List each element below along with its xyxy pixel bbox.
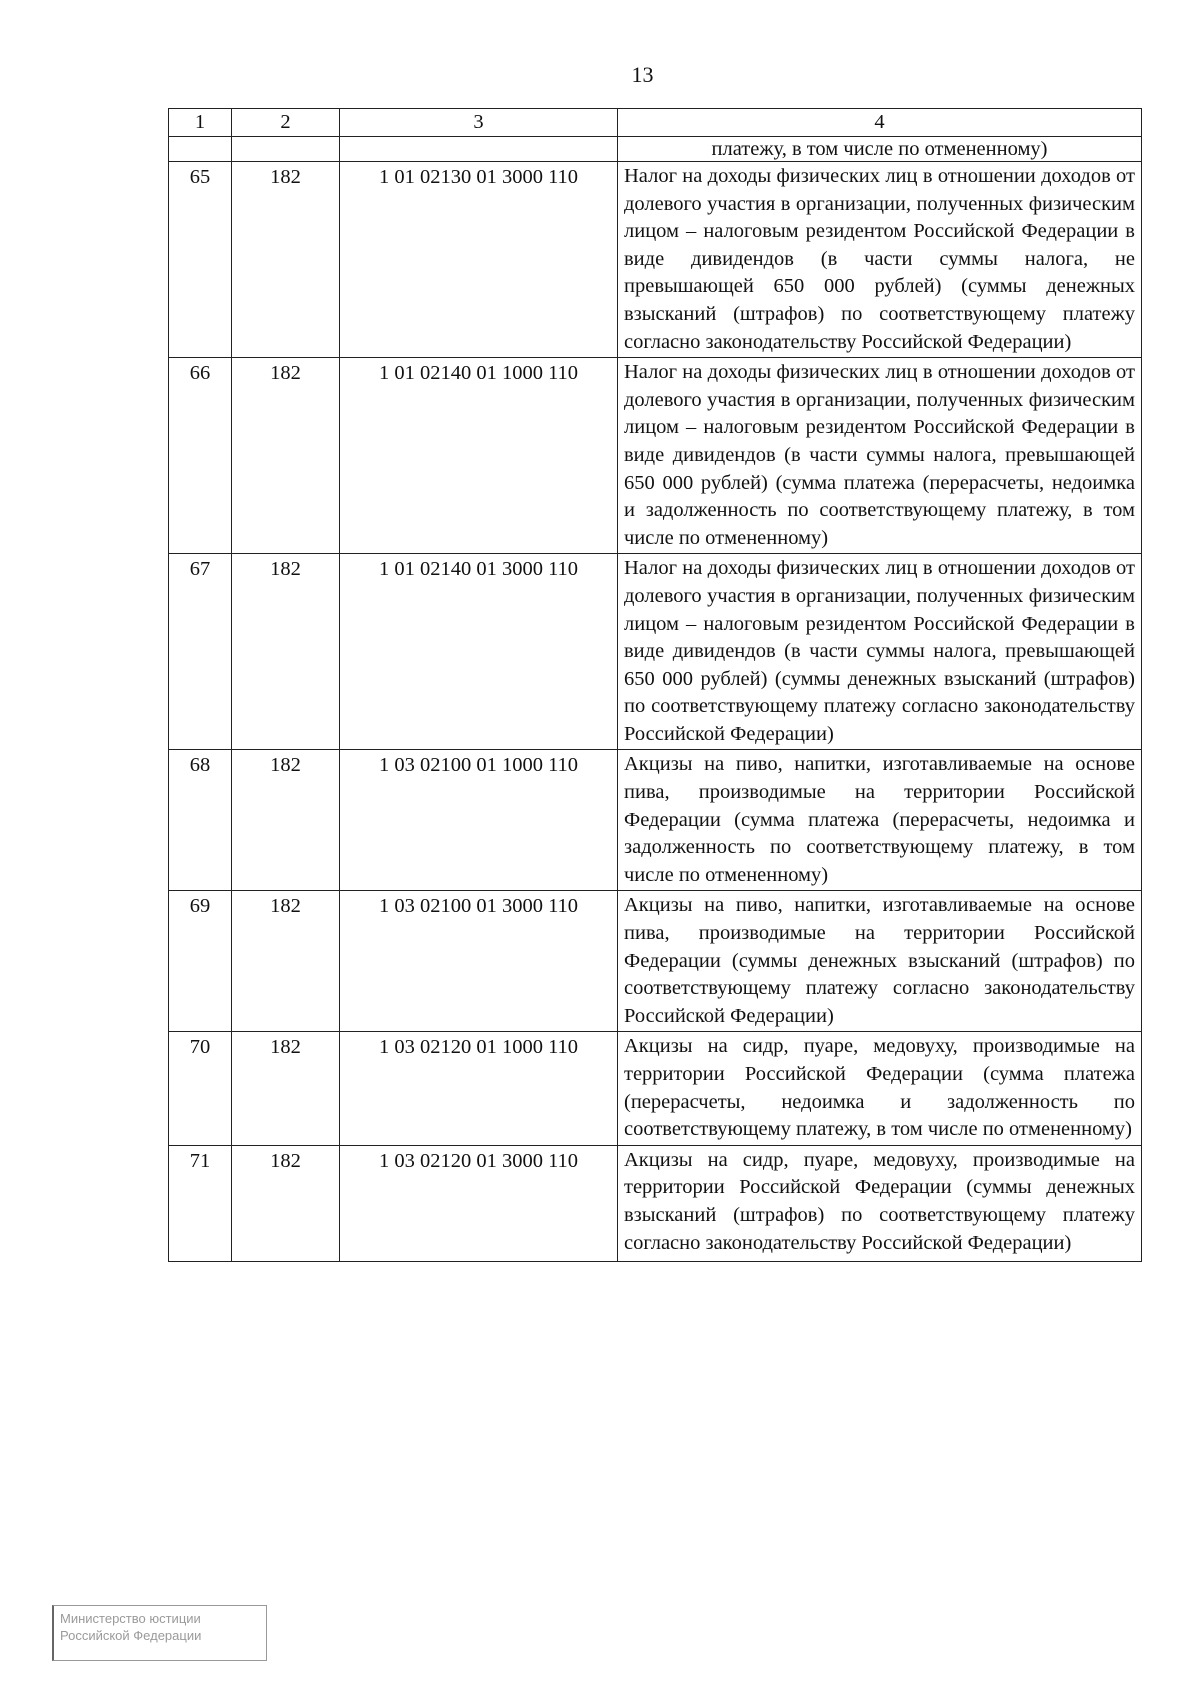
row-number: 67 <box>169 554 232 750</box>
admin-code: 182 <box>232 1145 340 1261</box>
budget-classification-code: 1 03 02120 01 3000 110 <box>340 1145 618 1261</box>
admin-code: 182 <box>232 358 340 554</box>
column-header-2: 2 <box>232 109 340 137</box>
income-description: Налог на доходы физических лиц в отношении доходов от долевого участия в организации, полученных физическим лицом – налоговым резидентом Российской Федерации в виде дивидендов (в части суммы налога, превышающей 650 000 рублей) (сумма платежа (перерасчеты, недоимка и задолженность по соответствующему платежу, в том числе по отмененному) <box>618 358 1142 554</box>
budget-classification-code: 1 03 02100 01 1000 110 <box>340 750 618 891</box>
income-description: Налог на доходы физических лиц в отношении доходов от долевого участия в организации, полученных физическим лицом – налоговым резидентом Российской Федерации в виде дивидендов (в части суммы налога, превышающей 650 000 рублей) (суммы денежных взысканий (штрафов) по соответствующему платежу согласно законодательству Российской Федерации) <box>618 554 1142 750</box>
admin-code: 182 <box>232 554 340 750</box>
table-row <box>169 1145 1142 1261</box>
table-row <box>169 750 1142 891</box>
table-row <box>169 162 1142 358</box>
income-description: Акцизы на пиво, напитки, изготавливаемые на основе пива, производимые на территории Российской Федерации (сумма платежа (перерасчеты, недоимка и задолженность по соответствующему платежу, в том числе по отмененному) <box>618 750 1142 891</box>
stamp-line-1: Министерство юстиции <box>60 1611 201 1626</box>
registration-stamp <box>52 1605 267 1661</box>
admin-code: 182 <box>232 1032 340 1145</box>
admin-code: 182 <box>232 750 340 891</box>
row-number: 71 <box>169 1145 232 1261</box>
row-number: 68 <box>169 750 232 891</box>
continuation-row <box>169 137 1142 162</box>
budget-classification-code: 1 03 02100 01 3000 110 <box>340 891 618 1032</box>
table-row <box>169 1032 1142 1145</box>
row-number: 70 <box>169 1032 232 1145</box>
budget-codes-table <box>168 108 1142 1262</box>
row-number: 65 <box>169 162 232 358</box>
continuation-text: платежу, в том числе по отмененному) <box>618 137 1142 162</box>
budget-classification-code: 1 01 02130 01 3000 110 <box>340 162 618 358</box>
budget-classification-code: 1 01 02140 01 1000 110 <box>340 358 618 554</box>
income-description: Налог на доходы физических лиц в отношении доходов от долевого участия в организации, полученных физическим лицом – налоговым резидентом Российской Федерации в виде дивидендов (в части суммы налога, не превышающей 650 000 рублей) (суммы денежных взысканий (штрафов) по соответствующему платежу согласно законодательству Российской Федерации) <box>618 162 1142 358</box>
stamp-line-2: Российской Федерации <box>60 1628 202 1643</box>
table-row <box>169 358 1142 554</box>
admin-code: 182 <box>232 891 340 1032</box>
row-number: 66 <box>169 358 232 554</box>
income-description: Акцизы на пиво, напитки, изготавливаемые на основе пива, производимые на территории Российской Федерации (суммы денежных взысканий (штрафов) по соответствующему платежу согласно законодательству Российской Федерации) <box>618 891 1142 1032</box>
page-number: 13 <box>631 62 654 87</box>
table-row <box>169 891 1142 1032</box>
column-header-1: 1 <box>169 109 232 137</box>
admin-code: 182 <box>232 162 340 358</box>
row-number: 69 <box>169 891 232 1032</box>
column-header-3: 3 <box>340 109 618 137</box>
budget-classification-code: 1 01 02140 01 3000 110 <box>340 554 618 750</box>
table-row <box>169 554 1142 750</box>
budget-classification-code: 1 03 02120 01 1000 110 <box>340 1032 618 1145</box>
table-header-row <box>169 109 1142 137</box>
income-description: Акцизы на сидр, пуаре, медовуху, производимые на территории Российской Федерации (сумма платежа (перерасчеты, недоимка и задолженность по соответствующему платежу, в том числе по отмененному) <box>618 1032 1142 1145</box>
column-header-4: 4 <box>618 109 1142 137</box>
income-description: Акцизы на сидр, пуаре, медовуху, производимые на территории Российской Федерации (суммы денежных взысканий (штрафов) по соответствующему платежу согласно законодательству Российской Федерации) <box>618 1145 1142 1261</box>
